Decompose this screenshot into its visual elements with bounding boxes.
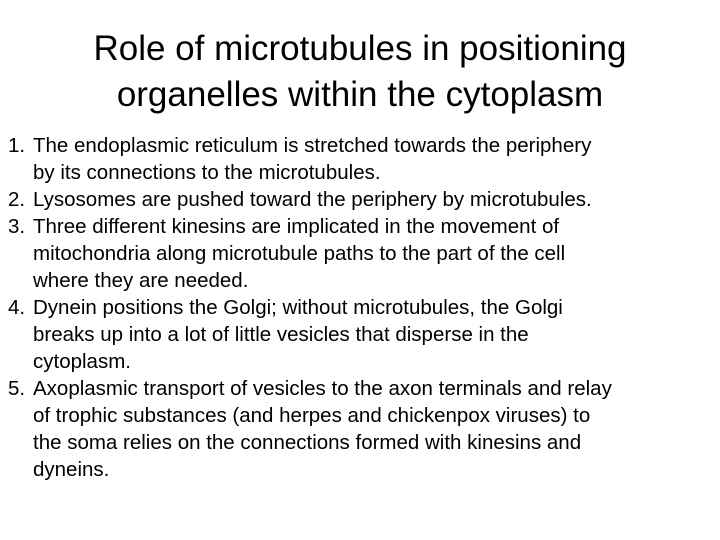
slide-title-line-1: Role of microtubules in positioning <box>93 29 627 68</box>
list-item-line: Dynein positions the Golgi; without microtubules, the Golgi <box>33 296 563 319</box>
list-item-text <box>33 132 718 186</box>
list-item-line: of trophic substances (and herpes and chickenpox viruses) to <box>33 404 591 427</box>
list-item-line: the soma relies on the connections formed with kinesins and <box>33 431 582 454</box>
list-item-line: dyneins. <box>33 458 110 481</box>
slide-title <box>0 26 720 118</box>
numbered-list <box>8 132 718 483</box>
list-item-number: 1. <box>8 134 26 157</box>
list-item-number: 5. <box>8 377 26 400</box>
list-item-line: Lysosomes are pushed toward the periphery by microtubules. <box>33 188 592 211</box>
list-item-number: 2. <box>8 188 26 211</box>
list-item-line: Axoplasmic transport of vesicles to the axon terminals and relay <box>33 377 612 400</box>
list-item-5 <box>8 375 718 483</box>
list-item-number: 4. <box>8 296 26 319</box>
list-item-line: where they are needed. <box>33 269 249 292</box>
slide-title-line-2: organelles within the cytoplasm <box>116 75 604 114</box>
list-item-3 <box>8 213 718 294</box>
list-item-2 <box>8 186 718 213</box>
list-item-number: 3. <box>8 215 26 238</box>
list-item-text <box>33 294 718 375</box>
list-item-line: mitochondria along microtubule paths to the part of the cell <box>33 242 566 265</box>
list-item-text <box>33 186 718 213</box>
list-item-text <box>33 375 718 483</box>
list-item-line: cytoplasm. <box>33 350 131 373</box>
list-item-line: by its connections to the microtubules. <box>33 161 381 184</box>
list-item-4 <box>8 294 718 375</box>
list-item-line: Three different kinesins are implicated in the movement of <box>33 215 560 238</box>
list-item-1 <box>8 132 718 186</box>
list-item-line: The endoplasmic reticulum is stretched towards the periphery <box>33 134 592 157</box>
list-item-line: breaks up into a lot of little vesicles that disperse in the <box>33 323 529 346</box>
list-item-text <box>33 213 718 294</box>
